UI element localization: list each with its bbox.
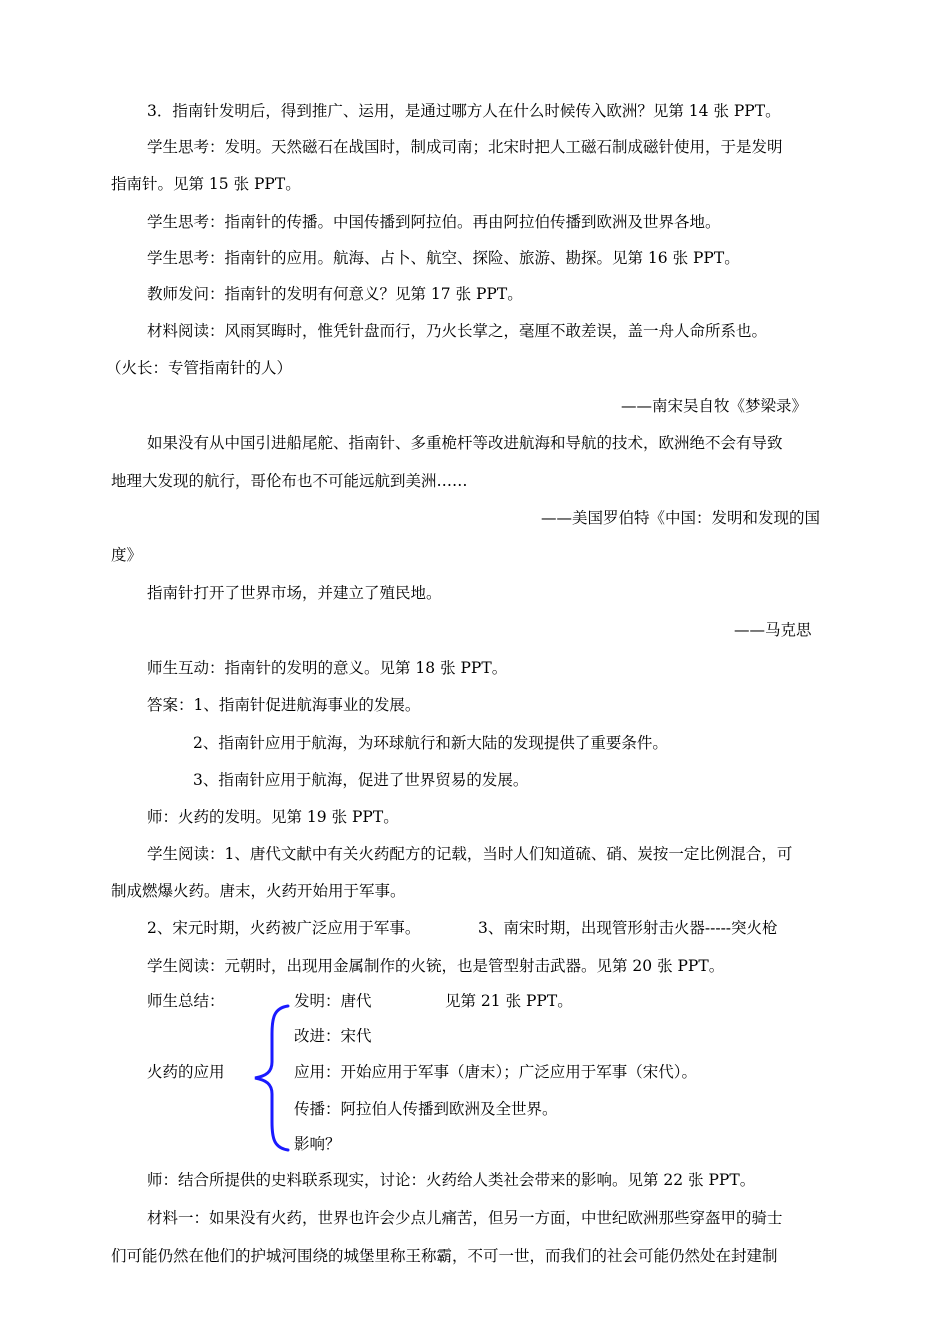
summary-item-invention: 发明：唐代 bbox=[294, 992, 372, 1010]
answer-line: 2、指南针应用于航海，为环球航行和新大陆的发现提供了重要条件。 bbox=[193, 734, 668, 752]
paragraph-line: 3．指南针发明后，得到推广、运用，是通过哪方人在什么时候传入欧洲？见第 14 张 PPT。 bbox=[147, 102, 781, 120]
quote-line: 指南针打开了世界市场，并建立了殖民地。 bbox=[147, 584, 442, 602]
summary-item-improvement: 改进：宋代 bbox=[294, 1027, 372, 1045]
quote-line: 地理大发现的航行，哥伦布也不可能远航到美洲…… bbox=[111, 472, 468, 490]
quote-line: 材料阅读：风雨冥晦时，惟凭针盘而行，乃火长掌之，毫厘不敢差误，盖一舟人命所系也。 bbox=[147, 322, 768, 340]
paragraph-line: 3、南宋时期，出现管形射击火器-----突火枪 bbox=[478, 919, 778, 937]
paragraph-line: 学生思考：发明。天然磁石在战国时，制成司南；北宋时把人工磁石制成磁针使用，于是发明 bbox=[147, 138, 783, 156]
paragraph-line: 教师发问：指南针的发明有何意义？见第 17 张 PPT。 bbox=[147, 285, 523, 303]
quote-attribution: ——南宋吴自牧《梦梁录》 bbox=[621, 397, 808, 415]
paragraph-line: 学生思考：指南针的应用。航海、占卜、航空、探险、旅游、勘探。见第 16 张 PPT。 bbox=[147, 249, 740, 267]
paragraph-line: 们可能仍然在他们的护城河围绕的城堡里称王称霸，不可一世，而我们的社会可能仍然处在封建制 bbox=[111, 1247, 778, 1265]
quote-line: （火长：专管指南针的人） bbox=[106, 359, 293, 377]
paragraph-line: 材料一：如果没有火药，世界也许会少点儿痛苦，但另一方面，中世纪欧洲那些穿盔甲的骑士 bbox=[147, 1209, 783, 1227]
answer-line: 3、指南针应用于航海，促进了世界贸易的发展。 bbox=[193, 771, 529, 789]
summary-heading: 师生总结： bbox=[147, 992, 225, 1010]
paragraph-line: 学生阅读：元朝时，出现用金属制作的火铳，也是管型射击武器。见第 20 张 PPT。 bbox=[147, 957, 725, 975]
paragraph-line: 制成燃爆火药。唐末，火药开始用于军事。 bbox=[111, 882, 406, 900]
paragraph-line: 指南针。见第 15 张 PPT。 bbox=[111, 175, 301, 193]
quote-attribution: ——马克思 bbox=[734, 621, 812, 639]
answer-line: 答案：1、指南针促进航海事业的发展。 bbox=[147, 696, 421, 714]
summary-item-impact: 影响？ bbox=[294, 1135, 341, 1153]
summary-item-application: 应用：开始应用于军事（唐末）；广泛应用于军事（宋代）。 bbox=[294, 1063, 698, 1081]
paragraph-line: 师：结合所提供的史料联系现实，讨论：火药给人类社会带来的影响。见第 22 张 PPT。 bbox=[147, 1171, 756, 1189]
summary-topic: 火药的应用 bbox=[147, 1063, 225, 1081]
paragraph-line: 学生阅读：1、唐代文献中有关火药配方的记载，当时人们知道硫、硝、炭按一定比例混合，可 bbox=[147, 845, 793, 863]
paragraph-line: 2、宋元时期，火药被广泛应用于军事。 bbox=[147, 919, 421, 937]
summary-item-invention-ref: 见第 21 张 PPT。 bbox=[445, 992, 573, 1010]
paragraph-line: 学生思考：指南针的传播。中国传播到阿拉伯。再由阿拉伯传播到欧洲及世界各地。 bbox=[147, 213, 721, 231]
quote-line: 如果没有从中国引进船尾舵、指南针、多重桅杆等改进航海和导航的技术，欧洲绝不会有导致 bbox=[147, 434, 783, 452]
summary-item-spread: 传播：阿拉伯人传播到欧洲及全世界。 bbox=[294, 1100, 558, 1118]
paragraph-line: 师生互动：指南针的发明的意义。见第 18 张 PPT。 bbox=[147, 659, 508, 677]
paragraph-line: 师：火药的发明。见第 19 张 PPT。 bbox=[147, 808, 399, 826]
curly-brace bbox=[252, 1004, 292, 1154]
quote-attribution: ——美国罗伯特《中国：发明和发现的国 bbox=[541, 509, 821, 527]
quote-attribution: 度》 bbox=[111, 546, 143, 564]
